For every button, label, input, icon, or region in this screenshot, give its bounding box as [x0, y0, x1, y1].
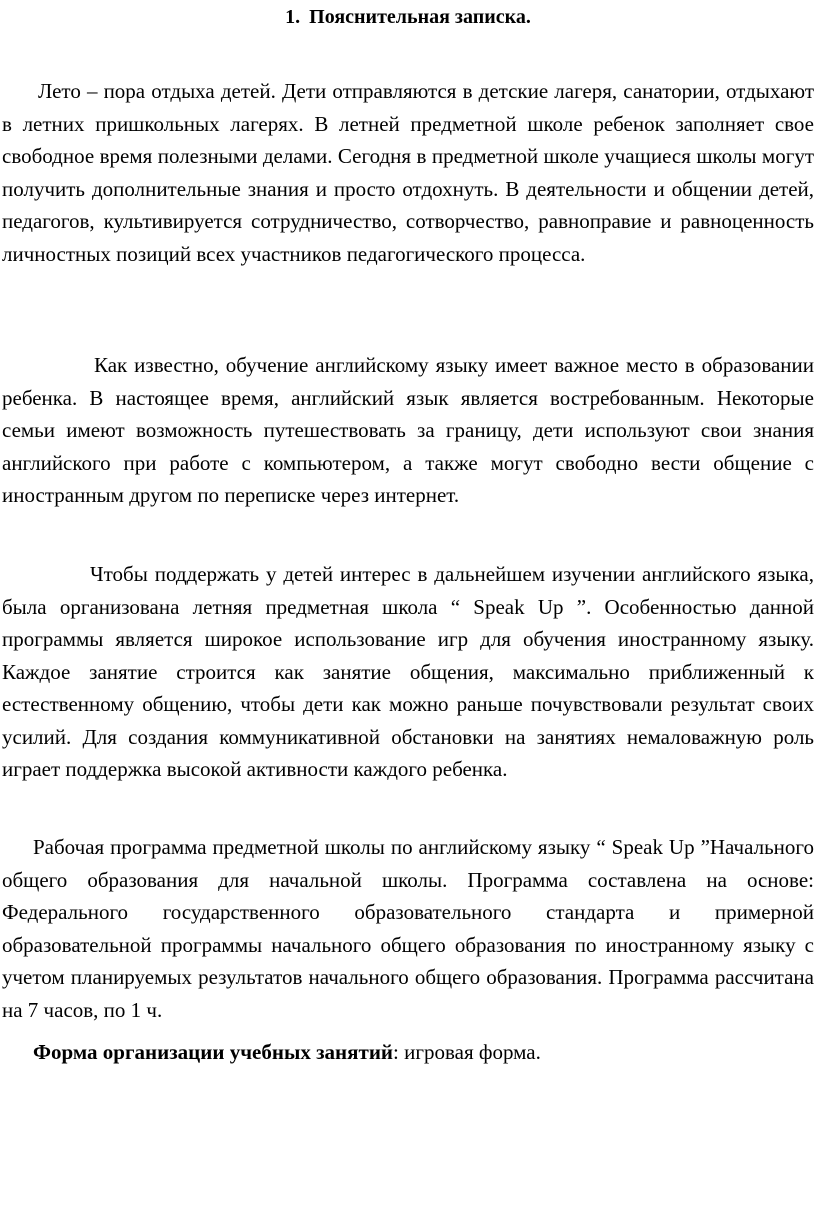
section-heading	[0, 4, 816, 30]
form-label: Форма организации учебных занятий	[33, 1040, 394, 1064]
section-title: Пояснительная записка.	[309, 6, 531, 28]
paragraph-work-program: Рабочая программа предметной школы по английскому языку “ Speak Up ”Начального общего образования для начальной школы. Программа составлена на основе: Федерального государственного образовательного стандарта и примерной образовательной программы начального общего образования по иностранному языку с учетом планируемых результатов начального общего образования. Программа рассчитана на 7 часов, по 1 ч.	[2, 835, 814, 1022]
form-value: : игровая форма.	[393, 1040, 541, 1064]
paragraph-english-importance: Как известно, обучение английскому языку имеет важное место в образовании ребенка. В настоящее время, английский язык является востребованным. Некоторые семьи имеют возможность путешествовать за границу, дети используют свои знания английского при работе с компьютером, а также могут свободно вести общение с иностранным другом по переписке через интернет.	[2, 353, 814, 507]
section-number: 1.	[285, 6, 301, 28]
paragraph-summer-rest: Лето – пора отдыха детей. Дети отправляются в детские лагеря, санатории, отдыхают в летних пришкольных лагерях. В летней предметной школе ребенок заполняет свое свободное время полезными делами. Сегодня в предметной школе учащиеся школы могут получить дополнительные знания и просто отдохнуть. В деятельности и общении детей, педагогов, культивируется сотрудничество, сотворчество, равноправие и равноценность личностных позиций всех участников педагогического процесса.	[2, 79, 814, 266]
paragraph-speak-up-school: Чтобы поддержать у детей интерес в дальнейшем изучении английского языка, была организована летняя предметная школа “ Speak Up ”. Особенностью данной программы является широкое использование игр для обучения иностранному языку. Каждое занятие строится как занятие общения, максимально приближенный к естественному общению, чтобы дети как можно раньше почувствовали результат своих усилий. Для создания коммуникативной обстановки на занятиях немаловажную роль играет поддержка высокой активности каждого ребенка.	[2, 562, 814, 781]
paragraph-organization-form	[2, 1036, 814, 1069]
